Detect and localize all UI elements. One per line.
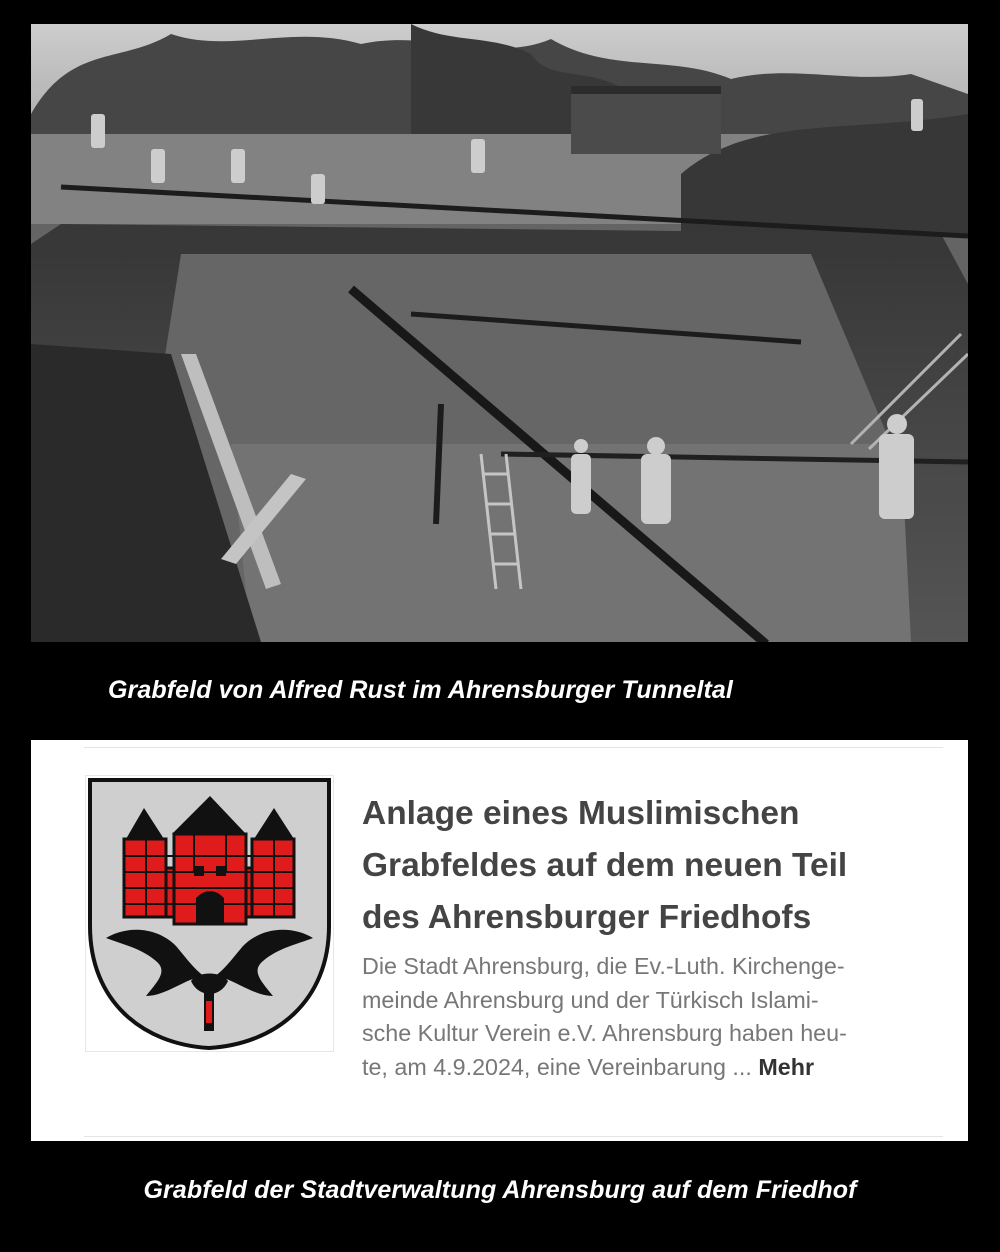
coat-of-arms-icon — [86, 776, 333, 1051]
divider — [84, 1136, 943, 1137]
article-thumbnail[interactable] — [85, 775, 334, 1052]
article-excerpt: Die Stadt Ahrensburg, die Ev.-Luth. Kirchenge- meinde Ahrensburg und der Türkisch Islami- sche Kultur Verein e.V. Ahrensburg haben heu- te, am 4.9.2024, eine Vereinbarung ... Mehr — [362, 953, 847, 1080]
article-title[interactable]: Anlage eines Muslimischen Grabfeldes auf dem neuen Teil des Ahrensburger Friedhofs — [362, 795, 848, 936]
read-more-link[interactable]: Mehr — [758, 1053, 815, 1080]
bottom-caption: Grabfeld der Stadtverwaltung Ahrensburg auf dem Friedhof — [143, 1176, 857, 1204]
photo-caption: Grabfeld von Alfred Rust im Ahrensburger Tunneltal — [108, 676, 733, 704]
article-card[interactable] — [31, 740, 968, 1141]
excavation-photo — [31, 24, 968, 642]
divider — [84, 747, 943, 748]
